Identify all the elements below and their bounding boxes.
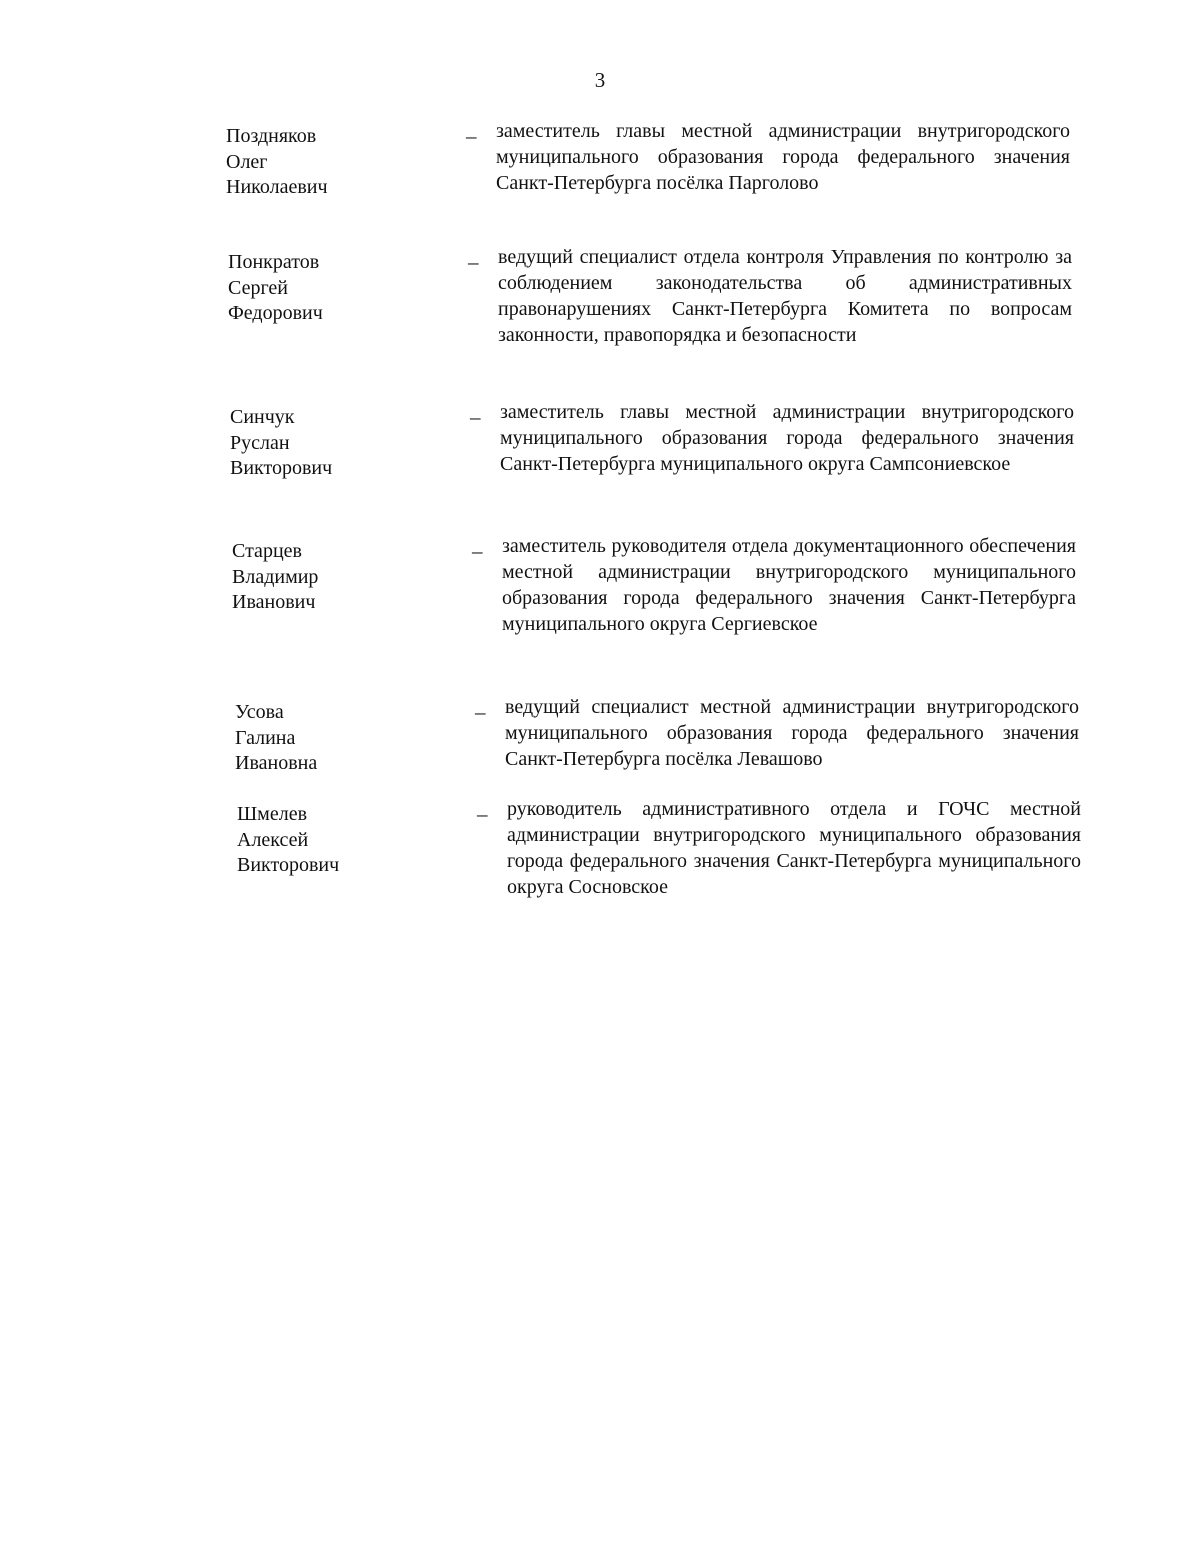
- member-patronymic: Викторович: [237, 854, 340, 876]
- member-name: [232, 533, 472, 616]
- member-entry-usova: [235, 694, 1105, 777]
- member-surname: Понкратов: [228, 251, 320, 273]
- member-entry-startsev: [232, 533, 1102, 637]
- member-patronymic: Викторович: [230, 457, 333, 479]
- member-name: [228, 244, 468, 327]
- dash-separator: –: [477, 802, 488, 826]
- member-first-name: Владимир: [232, 565, 319, 588]
- member-patronymic: Федорович: [228, 302, 323, 324]
- member-first-name: Галина: [235, 726, 296, 749]
- member-patronymic: Ивановна: [235, 752, 318, 774]
- member-first-name: Олег: [226, 150, 268, 173]
- member-name: [237, 796, 477, 879]
- member-entry-sinchuk: [230, 399, 1100, 482]
- dash-separator: –: [468, 250, 479, 274]
- dash-separator: –: [470, 405, 481, 429]
- member-patronymic: Николаевич: [226, 176, 328, 198]
- member-name: [226, 118, 466, 201]
- member-surname: Поздняков: [226, 125, 317, 147]
- member-surname: Усова: [235, 701, 284, 723]
- member-first-name: Руслан: [230, 431, 290, 454]
- member-name: [235, 694, 475, 777]
- member-position: заместитель руководителя отдела документационного обеспечения местной администрации внутригородского муниципального образования города федерального значения Санкт-Петербурга муниципального округа Сергиевское: [502, 535, 1076, 635]
- member-entry-pozdnyakov: [226, 118, 1096, 201]
- member-name: [230, 399, 470, 482]
- member-surname: Шмелев: [237, 803, 308, 825]
- member-patronymic: Иванович: [232, 591, 316, 613]
- member-position: руководитель административного отдела и ГОЧС местной администрации внутригородского муниципального образования города федерального значения Санкт-Петербурга муниципального округа Сосновское: [507, 798, 1081, 898]
- member-surname: Старцев: [232, 540, 302, 562]
- member-position: ведущий специалист местной администрации внутригородского муниципального образования города федерального значения Санкт-Петербурга посёлка Левашово: [505, 696, 1079, 770]
- dash-separator: –: [472, 539, 483, 563]
- member-first-name: Алексей: [237, 828, 309, 851]
- member-position: ведущий специалист отдела контроля Управления по контролю за соблюдением законодательства об административных правонарушениях Санкт-Петербурга Комитета по вопросам законности, правопорядка и безопасности: [498, 246, 1072, 346]
- member-position: заместитель главы местной администрации внутригородского муниципального образования города федерального значения Санкт-Петербурга посёлка Парголово: [496, 120, 1070, 194]
- member-entry-ponkratov: [228, 244, 1098, 348]
- member-surname: Синчук: [230, 406, 295, 428]
- member-first-name: Сергей: [228, 276, 288, 299]
- member-position: заместитель главы местной администрации внутригородского муниципального образования города федерального значения Санкт-Петербурга муниципального округа Сампсониевское: [500, 401, 1074, 475]
- dash-separator: –: [475, 700, 486, 724]
- page-number: 3: [594, 68, 606, 92]
- dash-separator: –: [466, 124, 477, 148]
- member-entry-shmelev: [237, 796, 1107, 900]
